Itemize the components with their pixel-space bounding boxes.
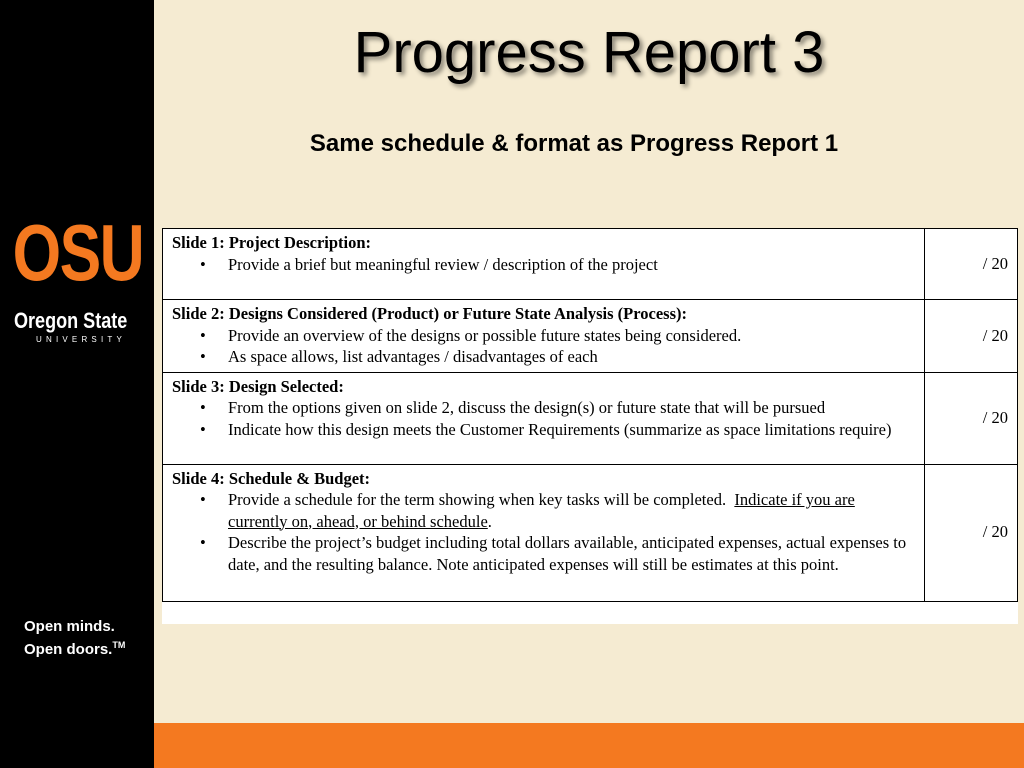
rubric-description bbox=[163, 464, 925, 601]
rubric-bullet: • Provide a brief but meaningful review / description of the project bbox=[228, 254, 916, 276]
footer-accent-bar bbox=[154, 723, 1024, 768]
rubric-description bbox=[163, 372, 925, 464]
osu-logo-mark: OSU bbox=[12, 208, 144, 297]
rubric-row-title: Slide 3: Design Selected: bbox=[172, 376, 344, 396]
rubric-bullet: • Provide an overview of the designs or possible future states being considered. bbox=[228, 325, 916, 347]
rubric-bullet: • As space allows, list advantages / disadvantages of each bbox=[228, 346, 916, 368]
rubric-description bbox=[163, 229, 925, 300]
slide-subtitle: Same schedule & format as Progress Report 1 bbox=[309, 130, 839, 157]
rubric-table-container bbox=[162, 228, 1018, 624]
osu-logo-name: Oregon State bbox=[14, 308, 128, 333]
rubric-row-title: Slide 4: Schedule & Budget: bbox=[172, 468, 371, 488]
rubric-row-slide-1 bbox=[163, 229, 1018, 300]
tagline bbox=[24, 617, 125, 659]
tagline-line-1: Open minds. bbox=[24, 618, 115, 635]
rubric-row-title: Slide 2: Designs Considered (Product) or Future State Analysis (Process): bbox=[172, 304, 688, 323]
rubric-score: / 20 bbox=[925, 229, 1018, 300]
rubric-score: / 20 bbox=[925, 464, 1018, 601]
rubric-bullet: • Indicate how this design meets the Customer Requirements (summarize as space limitations require) bbox=[228, 419, 916, 441]
rubric-bullet: • From the options given on slide 2, discuss the design(s) or future state that will be pursued bbox=[228, 397, 916, 419]
rubric-row-slide-4 bbox=[163, 464, 1018, 601]
trademark-mark: TM bbox=[112, 640, 126, 650]
rubric-description bbox=[163, 300, 925, 373]
slide-title: Progress Report 3 bbox=[353, 20, 825, 85]
underlined-instruction: Indicate if you are currently on, ahead, or behind schedule bbox=[228, 490, 855, 531]
rubric-bullet: • Describe the project’s budget including total dollars available, anticipated expenses, actual expenses to date, and the resulting balance. Note anticipated expenses will still be estimates at this point. bbox=[228, 532, 916, 575]
rubric-row-slide-2 bbox=[163, 300, 1018, 373]
osu-logo-university: UNIVERSITY bbox=[36, 335, 127, 344]
rubric-row-title: Slide 1: Project Description: bbox=[172, 233, 372, 252]
rubric-score: / 20 bbox=[925, 300, 1018, 373]
rubric-table bbox=[162, 228, 1018, 602]
rubric-score: / 20 bbox=[925, 372, 1018, 464]
sidebar bbox=[0, 0, 154, 768]
rubric-bullet: • Provide a schedule for the term showing when key tasks will be completed. Indicate if you are currently on, ahead, or behind schedule. bbox=[228, 489, 916, 532]
tagline-line-2: Open doors.™ bbox=[24, 640, 126, 658]
rubric-row-slide-3 bbox=[163, 372, 1018, 464]
